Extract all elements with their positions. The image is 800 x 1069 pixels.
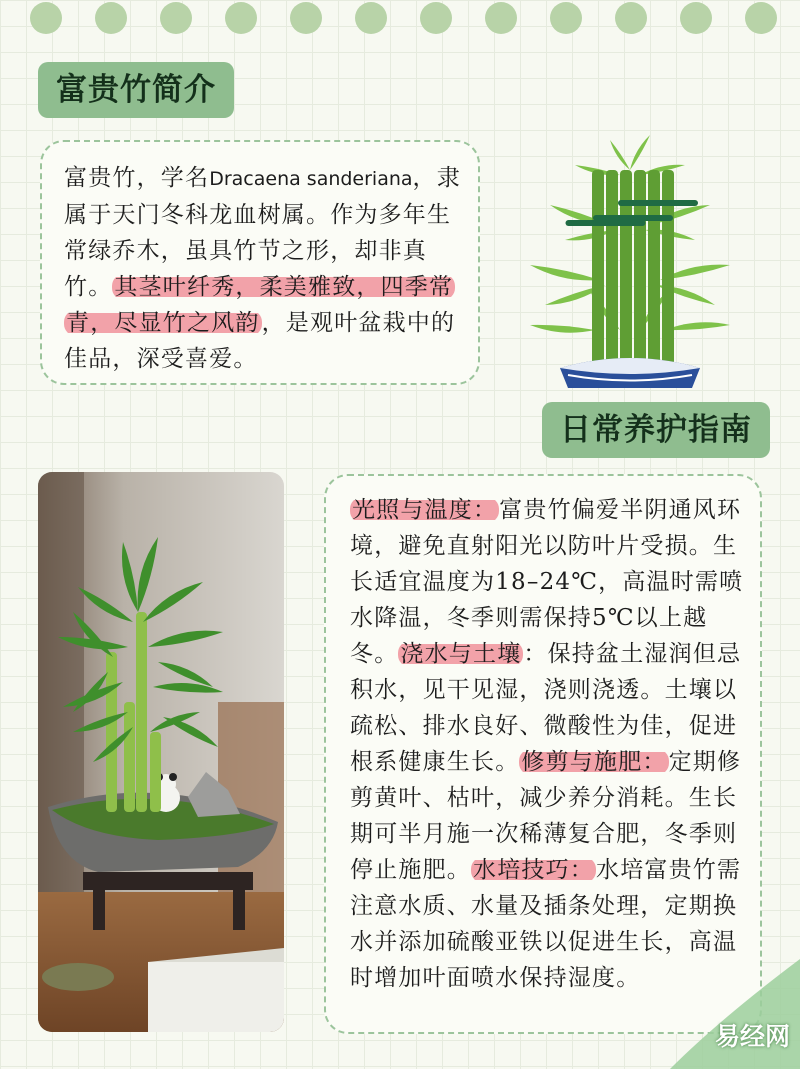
intro-card bbox=[40, 140, 480, 385]
decorative-dot bbox=[550, 2, 582, 34]
decorative-dot bbox=[485, 2, 517, 34]
text-segment: 富贵竹偏爱半阴通风环境，避免直射阳光以防叶片受损。生长适宜温度为18–24℃，高温时需喷水降温，冬季则需保持5℃以上越冬。 bbox=[350, 497, 744, 667]
decorative-dots-row bbox=[0, 0, 800, 40]
care-text bbox=[350, 492, 748, 996]
highlighted-phrase: 修剪与施肥： bbox=[521, 749, 667, 775]
text-segment: 定期修剪黄叶、枯叶，减少养分消耗。生长期可半月施一次稀薄复合肥，冬季则停止施肥。 bbox=[350, 749, 742, 883]
care-title-tag bbox=[542, 402, 770, 458]
highlighted-phrase: 其茎叶纤秀，柔美雅致，四季常青，尽显竹之风韵 bbox=[66, 274, 454, 336]
highlighted-phrase: 浇水与土壤 bbox=[400, 641, 522, 667]
care-title: 日常养护指南 bbox=[560, 412, 752, 448]
decorative-dot bbox=[355, 2, 387, 34]
decorative-dot bbox=[290, 2, 322, 34]
highlighted-phrase: 光照与温度： bbox=[352, 497, 498, 523]
care-card bbox=[324, 474, 762, 1034]
highlighted-phrase: 水培技巧： bbox=[473, 857, 594, 883]
text-segment: ：保持盆土湿润但忌积水，见干见湿，浇则浇透。土壤以疏松、排水良好、微酸性为佳，促进根系健康生长。 bbox=[350, 641, 742, 775]
scientific-name: Dracaena sanderiana bbox=[209, 168, 413, 190]
watermark-text: 易经网 bbox=[714, 1022, 790, 1051]
decorative-dot bbox=[225, 2, 257, 34]
text-segment: ，是观叶盆栽中的佳品，深受喜爱。 bbox=[64, 310, 456, 372]
bamboo-bonsai-photo bbox=[38, 472, 284, 1032]
decorative-dot bbox=[420, 2, 452, 34]
text-segment: 富贵竹，学名 bbox=[64, 165, 210, 191]
decorative-dot bbox=[745, 2, 777, 34]
decorative-dot bbox=[30, 2, 62, 34]
decorative-dot bbox=[95, 2, 127, 34]
text-segment: ，隶属于天门冬科龙血树属。作为多年生常绿乔木，虽具竹节之形，却非真竹。 bbox=[64, 165, 461, 300]
intro-title-tag bbox=[38, 62, 234, 118]
decorative-dot bbox=[160, 2, 192, 34]
bamboo-tower-photo bbox=[520, 130, 740, 390]
decorative-dot bbox=[680, 2, 712, 34]
intro-title: 富贵竹简介 bbox=[56, 72, 216, 108]
text-segment: 水培富贵竹需注意水质、水量及插条处理，定期换水并添加硫酸亚铁以促进生长，高温时增加叶面喷水保持湿度。 bbox=[350, 857, 742, 991]
decorative-dot bbox=[615, 2, 647, 34]
watermark bbox=[660, 959, 800, 1069]
intro-text bbox=[64, 160, 462, 377]
